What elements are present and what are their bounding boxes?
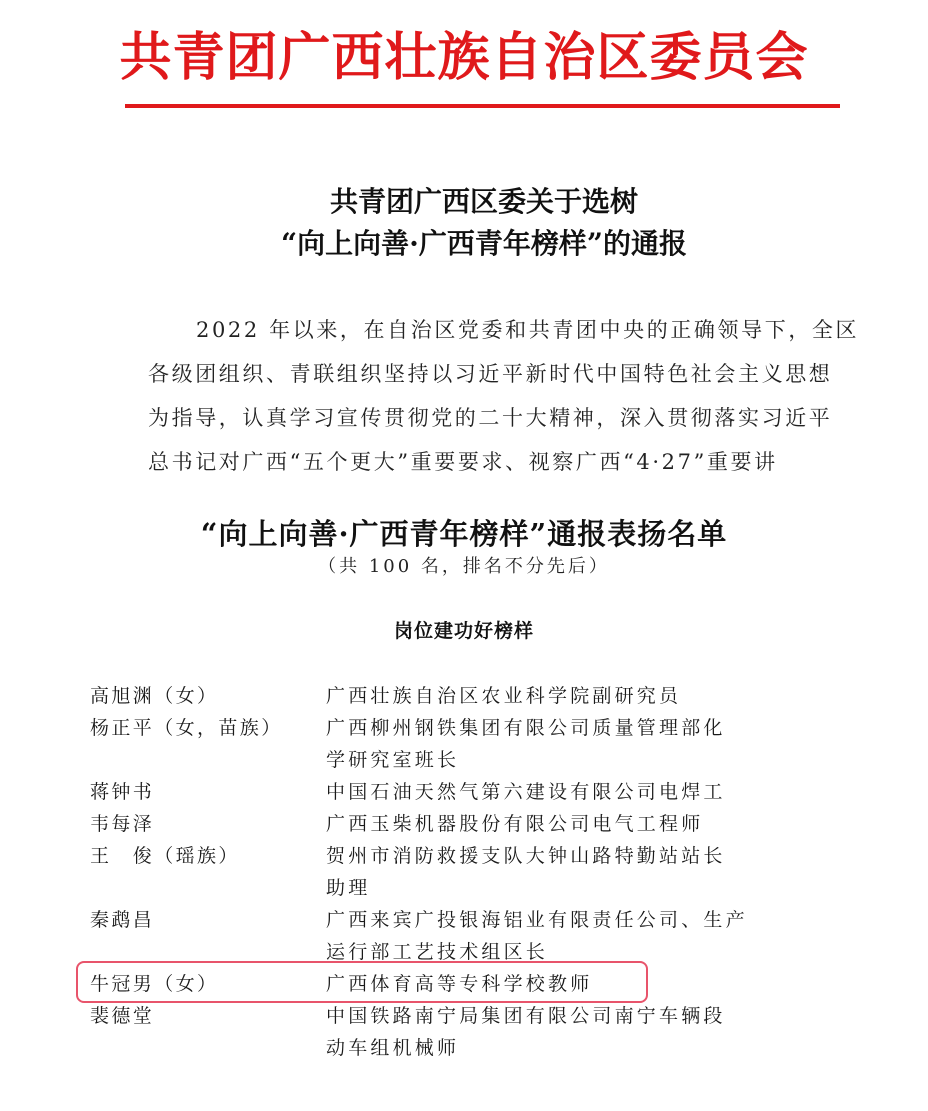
honoree-name: 高旭渊（女） [90,685,219,707]
honoree-description [326,776,796,808]
description-line: 动车组机械师 [326,1037,460,1059]
honoree-description [326,808,796,840]
body-paragraph [148,308,860,484]
paragraph-line: 各级团组织、青联组织坚持以习近平新时代中国特色社会主义思想 [148,362,833,386]
list-item [90,904,850,968]
honoree-name: 牛冠男（女） [90,973,219,995]
honoree-name: 杨正平（女，苗族） [90,717,283,739]
description-line: 中国铁路南宁局集团有限公司南宁车辆段 [326,1005,726,1027]
list-item [90,1000,850,1064]
document-title-line-1: 共青团广西区委关于选树 [329,185,638,218]
honoree-description [326,712,796,776]
paragraph-line: 总书记对广西“五个更大”重要要求、视察广西“4·27”重要讲 [148,450,778,474]
description-line: 中国石油天然气第六建设有限公司电焊工 [326,781,726,803]
honoree-description [326,680,796,712]
list-item [90,840,850,904]
description-line: 学研究室班长 [326,749,460,771]
paragraph-line: 2022 年以来，在自治区党委和共青团中央的正确领导下，全区 [196,318,860,342]
list-subtitle: （共 100 名，排名不分先后） [318,556,610,577]
list-title: “向上向善·广西青年榜样”通报表扬名单 [200,517,728,551]
org-header-title: 共青团广西壮族自治区委员会 [119,27,809,88]
honoree-description [326,840,796,904]
highlight-annotation-box [76,961,648,1003]
description-line: 广西玉柴机器股份有限公司电气工程师 [326,813,704,835]
description-line: 运行部工艺技术组区长 [326,941,549,963]
list-item [90,776,850,808]
category-heading: 岗位建功好榜样 [393,620,534,642]
description-line: 广西壮族自治区农业科学院副研究员 [326,685,682,707]
list-item [90,680,850,712]
description-line: 助理 [326,877,371,899]
description-line: 广西体育高等专科学校教师 [326,973,593,995]
document-title-line-2: “向上向善·广西青年榜样”的通报 [281,227,687,260]
honoree-name: 王 俊（瑶族） [90,845,240,867]
paragraph-line: 为指导，认真学习宣传贯彻党的二十大精神，深入贯彻落实习近平 [148,406,833,430]
list-item [90,712,850,776]
list-item [90,808,850,840]
honoree-description [326,904,796,968]
header-divider [125,104,840,108]
description-line: 广西柳州钢铁集团有限公司质量管理部化 [326,717,726,739]
honoree-name: 蒋钟书 [90,781,155,803]
honoree-description [326,1000,796,1064]
honoree-name: 韦每泽 [90,813,155,835]
honoree-name: 秦鹉昌 [90,909,155,931]
honoree-list [90,680,850,1064]
description-line: 贺州市消防救援支队大钟山路特勤站站长 [326,845,726,867]
honoree-name: 裴德堂 [90,1005,155,1027]
description-line: 广西来宾广投银海铝业有限责任公司、生产 [326,909,748,931]
